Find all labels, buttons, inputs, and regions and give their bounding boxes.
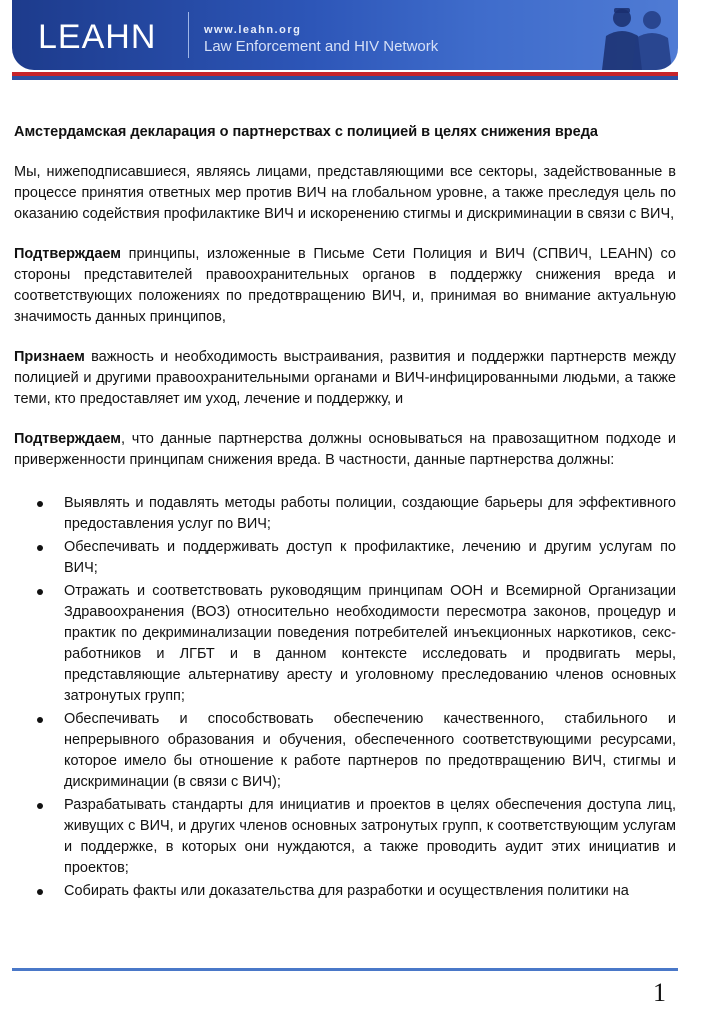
bullet-icon: [37, 501, 43, 507]
banner-divider: [188, 12, 189, 58]
document-title: Амстердамская декларация о партнерствах с полицией в целях снижения вреда: [14, 124, 598, 140]
paragraph-lead: Подтверждаем: [14, 431, 121, 447]
list-item-text: Собирать факты или доказательства для разработки и осуществления политики на: [64, 883, 629, 899]
paragraph-lead: Подтверждаем: [14, 246, 121, 262]
bullet-icon: [37, 889, 43, 895]
page-number: 1: [653, 978, 666, 1007]
bullet-icon: [37, 803, 43, 809]
paragraph-lead: Признаем: [14, 349, 85, 365]
list-item-text: Обеспечивать и поддерживать доступ к профилактике, лечению и другим услугам по ВИЧ;: [64, 539, 676, 576]
bullet-icon: [37, 589, 43, 595]
list-item-text: Отражать и соответствовать руководящим принципам ООН и Всемирной Организации Здравоохранения (ВОЗ) относительно необходимости пересмотра законов, процедур и практик по декриминализации поведения потребителей инъекционных наркотиков, секс-работников и ЛГБТ и в данном контексте исследовать и продвигать меры, представляющие альтернативу аресту и уголовному преследованию членов основных затронутых групп;: [64, 583, 676, 704]
bullet-icon: [37, 545, 43, 551]
list-item-text: Разрабатывать стандарты для инициатив и проектов в целях обеспечения доступа лиц, живущих с ВИЧ, и других членов основных затронутых групп, к соответствующим услугам и поддержке, в которых они нуждаются, а также проводить аудит этих инициатив и проектов;: [64, 797, 676, 876]
paragraph-recognize: [14, 347, 676, 410]
paragraph-text: важность и необходимость выстраивания, развития и поддержки партнерств между полицией и другими правоохранительными органами и ВИЧ-инфицированными людьми, а также теми, кто предоставляет им уход, лечение и поддержку, и: [14, 349, 676, 407]
list-item: [14, 709, 676, 793]
header-stripe-blue: [12, 76, 678, 80]
header-banner: [12, 0, 678, 70]
header-subtitle: Law Enforcement and HIV Network: [204, 38, 439, 55]
bullet-icon: [37, 717, 43, 723]
list-item: [14, 881, 676, 902]
bullet-list: [14, 493, 676, 902]
list-item: [14, 493, 676, 535]
officer-silhouette-icon: [624, 0, 678, 70]
list-item: [14, 537, 676, 579]
paragraph-text: , что данные партнерства должны основываться на правозащитном подходе и приверженности принципам снижения вреда. В частности, данные партнерства должны:: [14, 431, 676, 468]
paragraph-confirm-principles: [14, 244, 676, 328]
list-item: [14, 795, 676, 879]
leahn-logo: LEAHN: [38, 18, 157, 56]
list-item: [14, 581, 676, 707]
paragraph-confirm-partnerships: [14, 429, 676, 471]
header-url: www.leahn.org: [204, 24, 302, 36]
list-item-text: Выявлять и подавлять методы работы полиции, создающие барьеры для эффективного предоставления услуг по ВИЧ;: [64, 495, 676, 532]
intro-paragraph: Мы, нижеподписавшиеся, являясь лицами, представляющими все секторы, задействованные в процессе принятия ответных мер против ВИЧ на глобальном уровне, а также преследуя цель по оказанию содействия профилактике ВИЧ и искоренению стигмы и дискриминации в связи с ВИЧ,: [14, 164, 676, 222]
document-body: [14, 122, 676, 904]
list-item-text: Обеспечивать и способствовать обеспечению качественного, стабильного и непрерывного образования и обучения, обеспеченного соответствующими ресурсами, которое имело бы отношение к работе партнеров по предотвращению ВИЧ, стигмы и дискриминации (в связи с ВИЧ);: [64, 711, 676, 790]
footer-divider: [12, 968, 678, 971]
paragraph-text: принципы, изложенные в Письме Сети Полиция и ВИЧ (СПВИЧ, LEAHN) со стороны представителей правоохранительных органов в поддержку снижения вреда и соответствующих положениях по предотвращению ВИЧ, и, принимая во внимание актуальную значимость данных принципов,: [14, 246, 676, 325]
